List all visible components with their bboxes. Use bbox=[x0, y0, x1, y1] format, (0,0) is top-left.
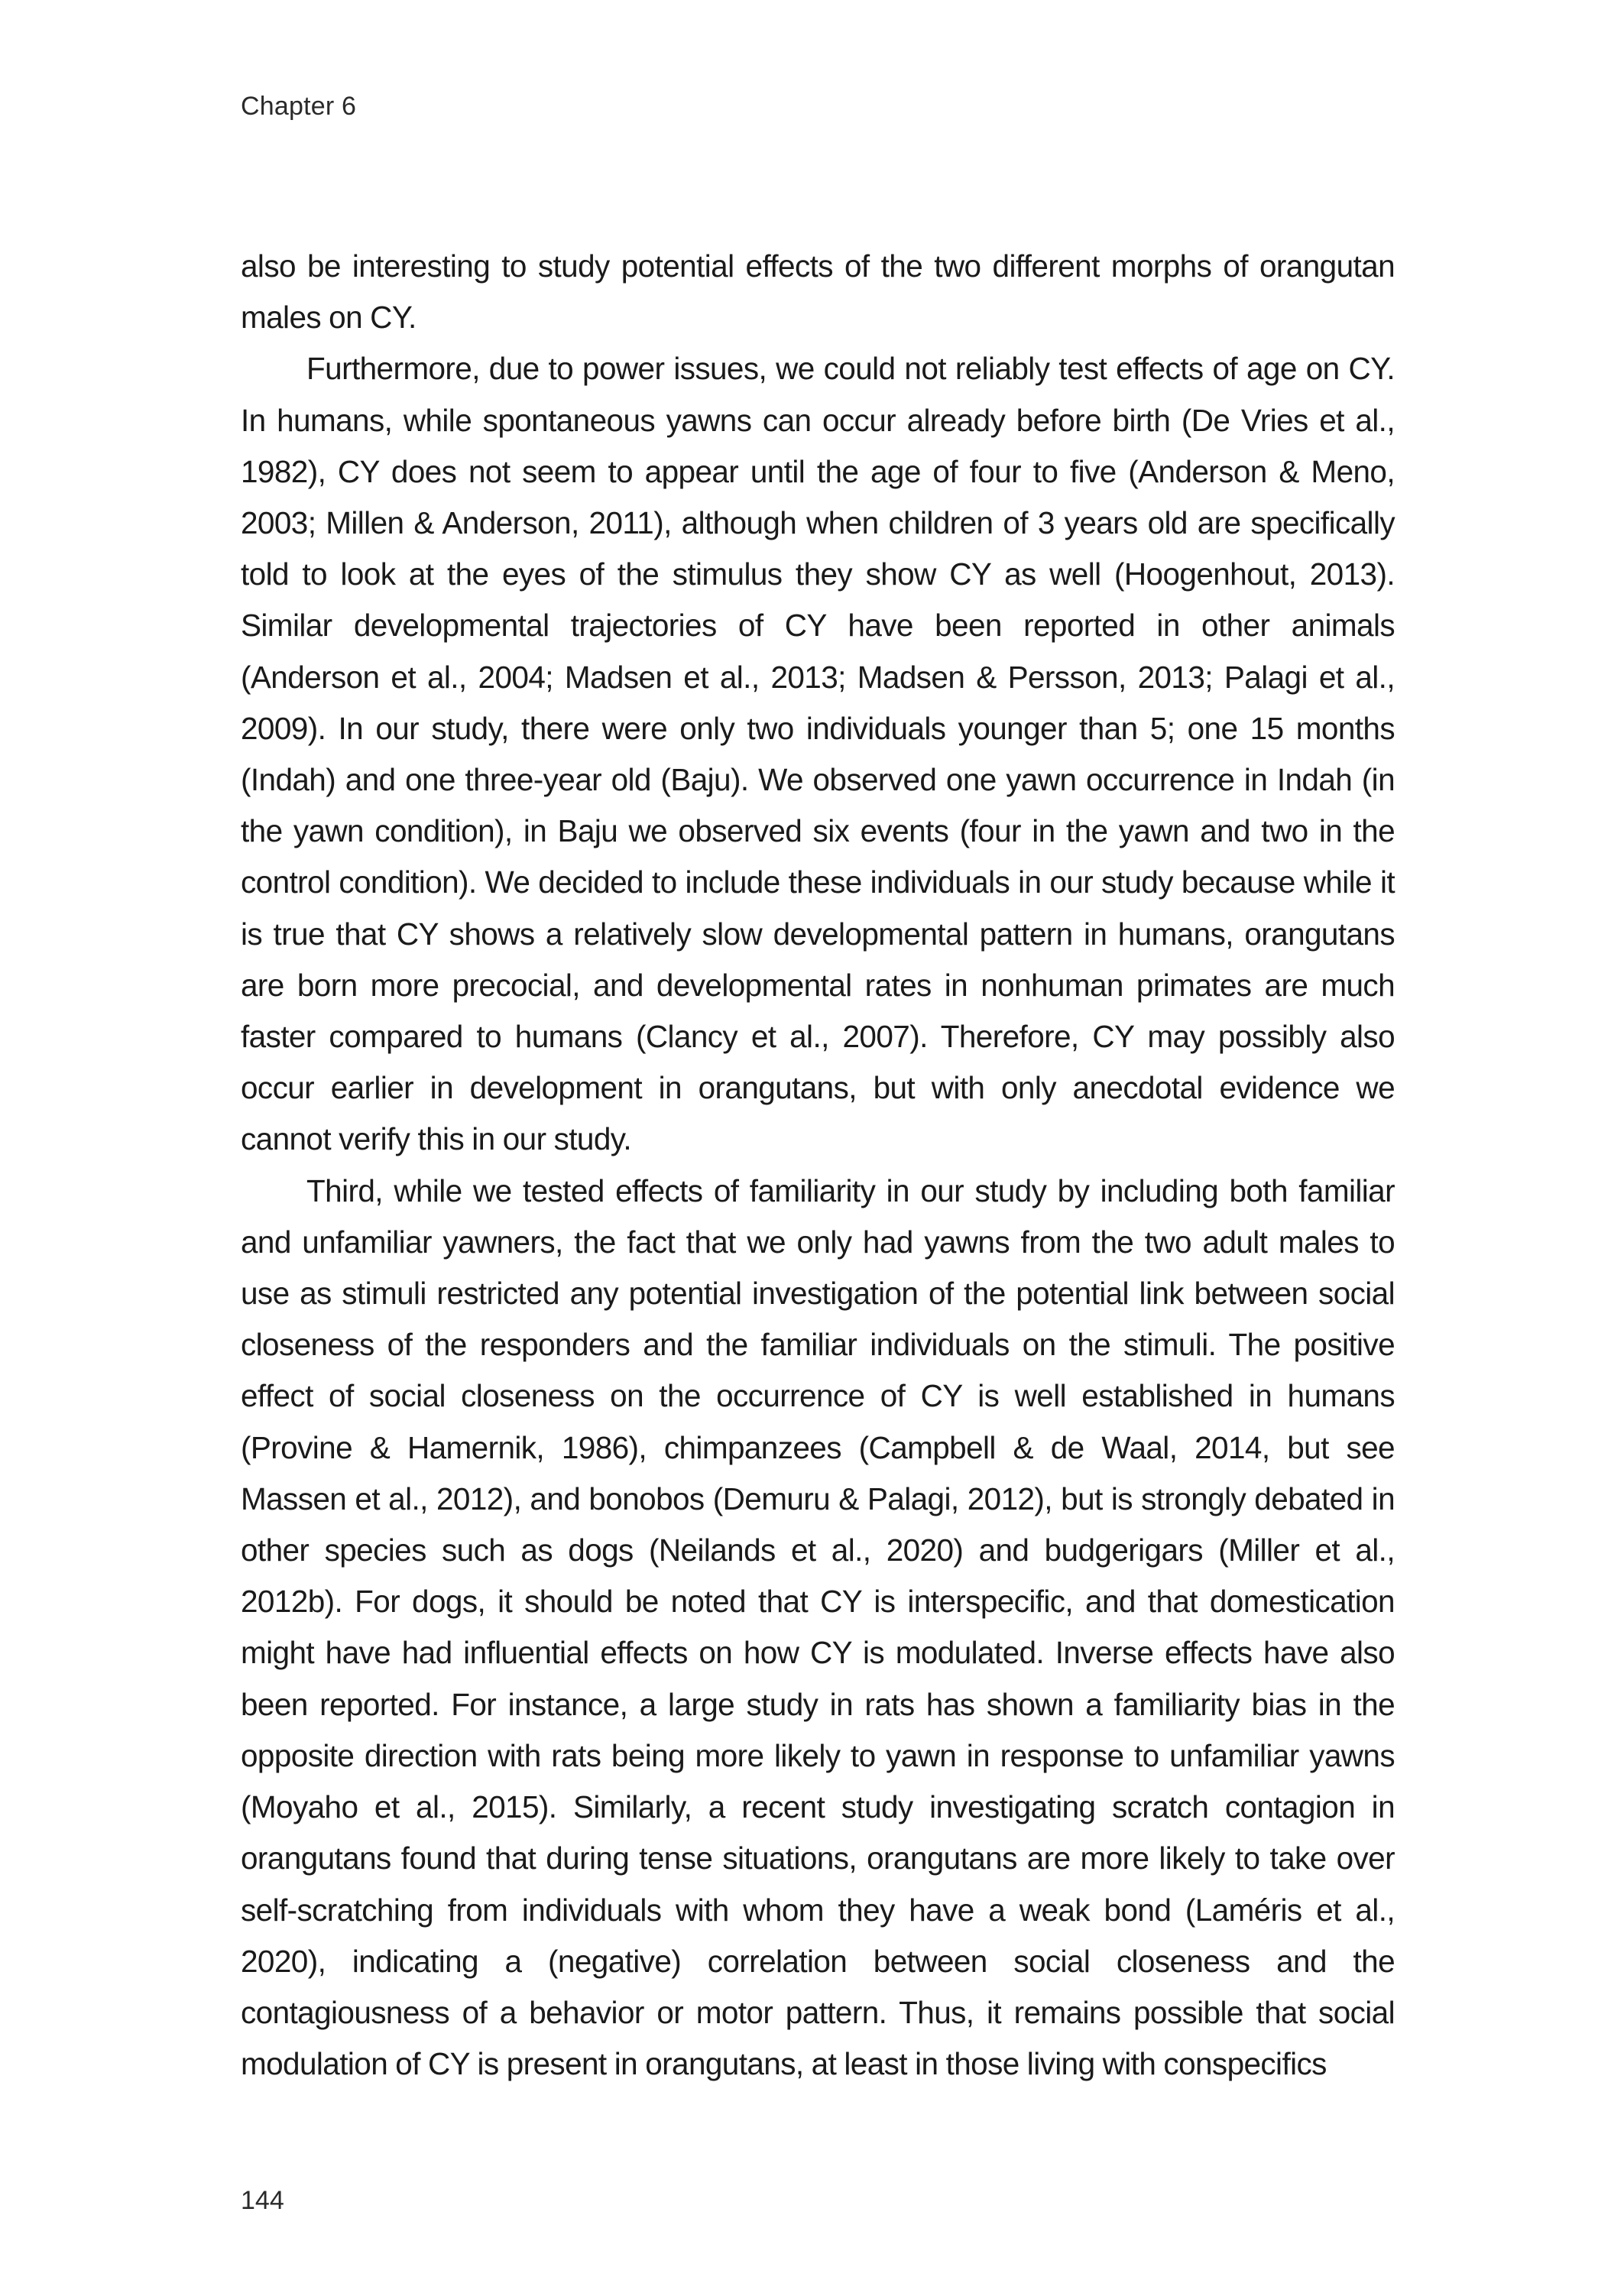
running-head-chapter: Chapter 6 bbox=[241, 92, 357, 121]
page-number: 144 bbox=[241, 2186, 284, 2215]
body-text bbox=[241, 241, 1395, 2090]
paragraph-familiarity: Third, while we tested effects of familiarity in our study by including both familiar and unfamiliar yawners, the fact that we only had yawns from the two adult males to use as stimuli restricted any potential investigation of the potential link between social closeness of the responders and the familiar individuals on the stimuli. The positive effect of social closeness on the occurrence of CY is well established in humans (Provine & Hamernik, 1986), chimpanzees (Campbell & de Waal, 2014, but see Massen et al., 2012), and bonobos (Demuru & Palagi, 2012), but is strongly debated in other species such as dogs (Neilands et al., 2020) and budgerigars (Miller et al., 2012b). For dogs, it should be noted that CY is interspecific, and that domestication might have had influential effects on how CY is modulated. Inverse effects have also been reported. For instance, a large study in rats has shown a familiarity bias in the opposite direction with rats being more likely to yawn in response to unfamiliar yawns (Moyaho et al., 2015). Similarly, a recent study investigating scratch contagion in orangutans found that during tense situations, orangutans are more likely to take over self-scratching from individuals with whom they have a weak bond (Laméris et al., 2020), indicating a (negative) correlation between social closeness and the contagiousness of a behavior or motor pattern. Thus, it remains possible that social modulation of CY is present in orangutans, at least in those living with conspecifics bbox=[241, 1172, 1395, 2082]
paragraph-age-effects: Furthermore, due to power issues, we could not reliably test effects of age on CY. In humans, while spontaneous yawns can occur already before birth (De Vries et al., 1982), CY does not seem to appear until the age of four to five (Anderson & Meno, 2003; Millen & Anderson, 2011), although when children of 3 years old are specifically told to look at the eyes of the stimulus they show CY as well (Hoogenhout, 2013). Similar developmental trajectories of CY have been reported in other animals (Anderson et al., 2004; Madsen et al., 2013; Madsen & Persson, 2013; Palagi et al., 2009). In our study, there were only two individuals younger than 5; one 15 months (Indah) and one three-year old (Baju). We observed one yawn occurrence in Indah (in the yawn condition), in Baju we observed six events (four in the yawn and two in the control condition). We decided to include these individuals in our study because while it is true that CY shows a relatively slow developmental pattern in humans, orangutans are born more precocial, and developmental rates in nonhuman primates are much faster compared to humans (Clancy et al., 2007). Therefore, CY may possibly also occur earlier in development in orangutans, but with only anecdotal evidence we cannot verify this in our study. bbox=[241, 351, 1395, 1157]
paragraph-continuation: also be interesting to study potential effects of the two different morphs of orangutan males on CY. bbox=[241, 248, 1395, 336]
